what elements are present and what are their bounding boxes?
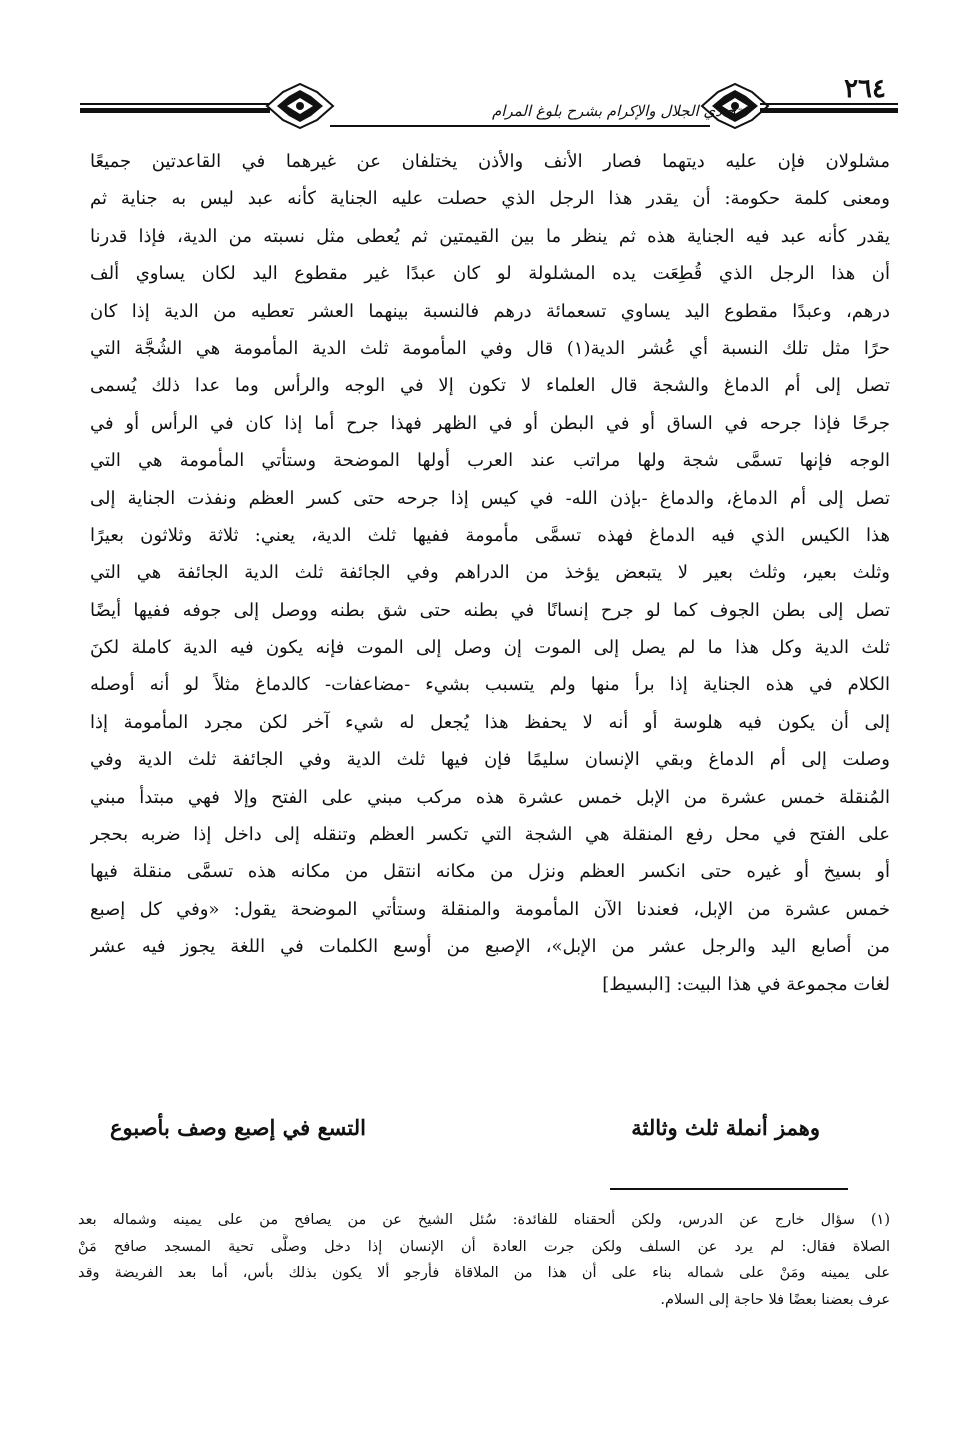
text-line: ومعنى كلمة حكومة: أن يقدر هذا الرجل الذي حصلت عليه الجناية كأنه عبد ليس به جناية ثم [90, 188, 890, 210]
text-line: وثلث بعير، وثلث بعير لا يتبعض يؤخذ من الدراهم وفي الجائفة ثلث الدية الجائفة هي التي [90, 562, 890, 584]
text-line: وصلت إلى أم الدماغ وبقي الإنسان سليمًا فإن فيها ثلث الدية وفي الجائفة ثلث الدية وفي [90, 749, 890, 771]
text-line: درهم، وعبدًا مقطوع اليد يساوي تسعمائة درهم فالنسبة بينهما العشر تعطيه من الدية إذا كان [90, 300, 890, 322]
footnote-line: (١) سؤال خارج عن الدرس، ولكن ألحقناه للفائدة: سُئل الشيخ عن من يصافح من على يمينه وشماله بعد [78, 1212, 890, 1228]
text-line: ثلث الدية وكل هذا ما لم يصل إلى الموت إن وصل إلى الموت فإنه يكون فيه الدية كاملة لكنَ [90, 637, 890, 659]
text-line: الوجه فإنها تسمَّى شجة ولها مراتب عند العرب أولها الموضحة وستأتي المأمومة هي التي [90, 450, 890, 472]
page-number: ٢٦٤ [844, 74, 886, 104]
text-line: تصل إلى أم الدماغ، والدماغ -بإذن الله- في كيس إذا جرحه حتى كسر العظم ونفذت الجناية إلى [90, 487, 890, 509]
footnote-line: عرف بعضنا بعضًا فلا حاجة إلى السلام. [660, 1291, 890, 1308]
text-line: إلى أن يكون فيه هلوسة أو أنه لا يحفظ هذا يُجعل له شيء آخر لكن مجرد المأمومة إذا [90, 711, 890, 733]
text-line: هذا الكيس الذي فيه الدماغ فهذه تسمَّى مأمومة ففيها ثلث الدية، يعني: ثلاثة وثلاثون بعيرًا [90, 524, 890, 546]
text-line: الكلام في هذه الجناية إذا برأ منها ولم يتسبب بشيء -مضاعفات- كالدماغ مثلاً لو أنه أوصله [90, 674, 890, 696]
text-line: يقدر كأنه عبد فيه الجناية هذه ثم ينظر ما بين القيمتين ثم يُعطى مثل نسبته من الدية، فإذا قدرنا [90, 225, 890, 247]
text-line: على الفتح في محل رفع المنقلة هي الشجة التي تكسر العظم وتنقله إلى داخل إذا ضربه بحجر [90, 824, 890, 846]
text-line: من أصابع اليد والرجل عشر من الإبل»، الإصبع من أوسع الكلمات في اللغة يجوز فيه عشر [90, 936, 890, 958]
text-line: أن هذا الرجل الذي قُطِعَت يده المشلولة لو كان عبدًا غير مقطوع اليد لكان يساوي ألف [90, 263, 890, 285]
text-line: تصل إلى أم الدماغ والشجة قال العلماء لا تكون إلا في الوجه والرأس وما عدا ذلك يُسمى [90, 375, 890, 397]
text-line: مشلولان فإن عليه ديتهما فصار الأنف والأذن يختلفان عن غيرهما في القاعدتين جميعًا [90, 151, 890, 172]
text-line: المُنقلة خمس عشرة من الإبل خمس عشرة هذه مركب مبني على الفتح وإلا فهي مبتدأ مبني [90, 786, 890, 808]
text-line: تصل إلى بطن الجوف كما لو جرح إنسانًا في بطنه حتى شق بطنه ووصل إلى جوفه ففيها أيضًا [90, 599, 890, 621]
running-title: فتح ذي الجلال والإكرام بشرح بلوغ المرام [491, 102, 748, 120]
text-line: خمس عشرة من الإبل، فعندنا الآن المأمومة والمنقلة وستأتي الموضحة يقول: «وفي كل إصبع [90, 898, 890, 920]
text-line: جرحًا فإذا جرحه في الساق أو في البطن أو في الظهر فهذا جرح أما إذا كان في الرأس أو في [90, 412, 890, 434]
text-line: لغات مجموعة في هذا البيت: [البسيط] [602, 973, 890, 995]
verse-second-hemistich: التسع في إصبع وصف بأصبوع [110, 1115, 366, 1140]
header-rule-under-title [330, 125, 710, 127]
poetry-verse [100, 1115, 820, 1159]
text-line: أو بسيخ أو غيره حتى انكسر العظم ونزل من مكانه انتقل من مكانه هذه تسمَّى منقلة فيها [90, 861, 890, 883]
footnote-line: على يمينه ومَنْ على شماله بناء على أن هذا من الملاقاة فأرجو ألا يكون بذلك بأس، أما بعد الفريضة وقد [78, 1265, 890, 1281]
header-rule-bottom-left [80, 108, 270, 113]
main-text [90, 143, 890, 1003]
footnote-separator [610, 1188, 848, 1190]
header-rule-bottom-right [760, 108, 898, 113]
page-header [80, 70, 898, 130]
header-rule-top-left [80, 103, 270, 105]
verse-first-hemistich: وهمز أنملة ثلث وثالثة [631, 1115, 820, 1140]
text-line: حرًا مثل تلك النسبة أي عُشر الدية(١) قال وفي المأمومة ثلث الدية المأمومة هي الشُجَّة التي [90, 337, 890, 359]
footnote-line: الصلاة فقال: لم يرد عن السلف ولكن جرت العادة أن الإنسان إذا دخل وصلَّى تحية المسجد صافح مَنْ [78, 1238, 890, 1255]
footnote [78, 1207, 890, 1313]
ornament-left-icon [265, 82, 335, 130]
